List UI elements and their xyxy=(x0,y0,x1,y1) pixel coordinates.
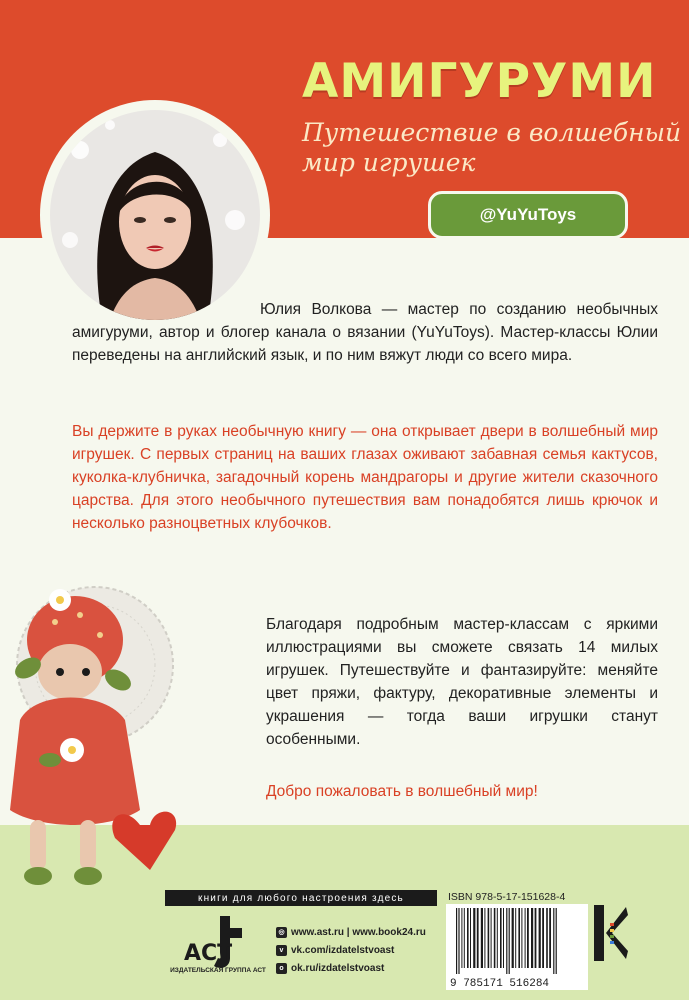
welcome-text: Добро пожаловать в волшебный мир! xyxy=(266,783,538,800)
barcode-bar xyxy=(491,908,492,968)
barcode-digits: 9 785171 516284 xyxy=(450,978,550,990)
ok-icon: o xyxy=(276,963,287,974)
vk-link[interactable]: vk.com/izdatelstvoast xyxy=(291,944,395,956)
book-brand-logo xyxy=(592,903,630,963)
barcode-bar xyxy=(464,908,465,968)
book-title: АМИГУРУМИ xyxy=(302,54,657,109)
barcode-bar xyxy=(467,908,469,968)
barcode-bar xyxy=(539,908,541,968)
barcode-bar xyxy=(458,908,459,974)
book-details-text: Благодаря подробным мастер-классам с яркими иллюстрациями вы сможете связать 14 милых игрушек. Путешествуйте и фантазируйте: меняйте цвет пряжи, фактуру, декоративные элементы и украшения — тогда ваши игрушки станут особенными. xyxy=(266,616,658,748)
barcode-bar xyxy=(494,908,496,968)
barcode-bar xyxy=(546,908,548,968)
barcode-bar xyxy=(481,908,483,968)
author-handle-badge: @YuYuToys xyxy=(428,191,628,239)
tagline-banner: книги для любого настроения здесь xyxy=(165,890,437,906)
barcode-bar xyxy=(512,908,514,968)
book-subtitle: Путешествие в волшебный мир игрушек xyxy=(302,118,682,177)
link-row-ok[interactable] xyxy=(276,960,426,976)
barcode-bar xyxy=(488,908,490,968)
barcode-bar xyxy=(477,908,479,968)
barcode-bar xyxy=(527,908,529,968)
link-row-website[interactable] xyxy=(276,924,426,940)
publisher-links xyxy=(276,924,426,978)
barcode-bar xyxy=(470,908,471,968)
barcode-bar xyxy=(521,908,522,968)
barcode xyxy=(446,904,588,990)
ast-logo-text: АСТ xyxy=(184,941,233,966)
barcode-bar xyxy=(525,908,526,968)
author-bio-text: Юлия Волкова — мастер по созданию необычных амигуруми, автор и блогер канала о вязании (YuYuToys). Мастер-классы Юлии переведены на английский язык, и по ним вяжут люди со всего мира. xyxy=(72,301,658,364)
ok-link[interactable]: ok.ru/izdatelstvoast xyxy=(291,962,385,974)
barcode-bar xyxy=(484,908,485,968)
barcode-bar xyxy=(542,908,544,968)
globe-icon: ◎ xyxy=(276,927,287,938)
website-link[interactable]: www.ast.ru | www.book24.ru xyxy=(291,926,426,938)
barcode-bar xyxy=(531,908,533,968)
vk-icon: v xyxy=(276,945,287,956)
barcode-bar xyxy=(506,908,507,974)
barcode-bar xyxy=(503,908,504,968)
isbn-label: ISBN 978-5-17-151628-4 xyxy=(448,891,566,903)
barcode-bar xyxy=(497,908,498,968)
barcode-bar xyxy=(456,908,457,974)
barcode-bar xyxy=(461,908,462,968)
link-row-vk[interactable] xyxy=(276,942,426,958)
barcode-bar xyxy=(473,908,475,968)
publisher-name: ИЗДАТЕЛЬСКАЯ ГРУППА АСТ xyxy=(170,967,266,974)
strawberry-doll-illustration xyxy=(0,580,230,910)
barcode-bar xyxy=(518,908,520,968)
barcode-bar xyxy=(549,908,551,968)
barcode-bar xyxy=(515,908,516,968)
barcode-bar xyxy=(509,908,510,974)
barcode-bar xyxy=(556,908,557,974)
barcode-bar xyxy=(553,908,554,974)
barcode-bar xyxy=(535,908,537,968)
book-intro-text: Вы держите в руках необычную книгу — она открывает двери в волшебный мир игрушек. С первых страниц на ваших глазах оживают забавная семья кактусов, куколка-клубничка, загадочный корень мандрагоры и другие жители сказочного царства. Для этого необычного путешествия вам понадобятся лишь крючок и несколько разноцветных клубочков. xyxy=(72,423,658,532)
author-photo xyxy=(50,110,260,320)
barcode-bar xyxy=(500,908,502,968)
